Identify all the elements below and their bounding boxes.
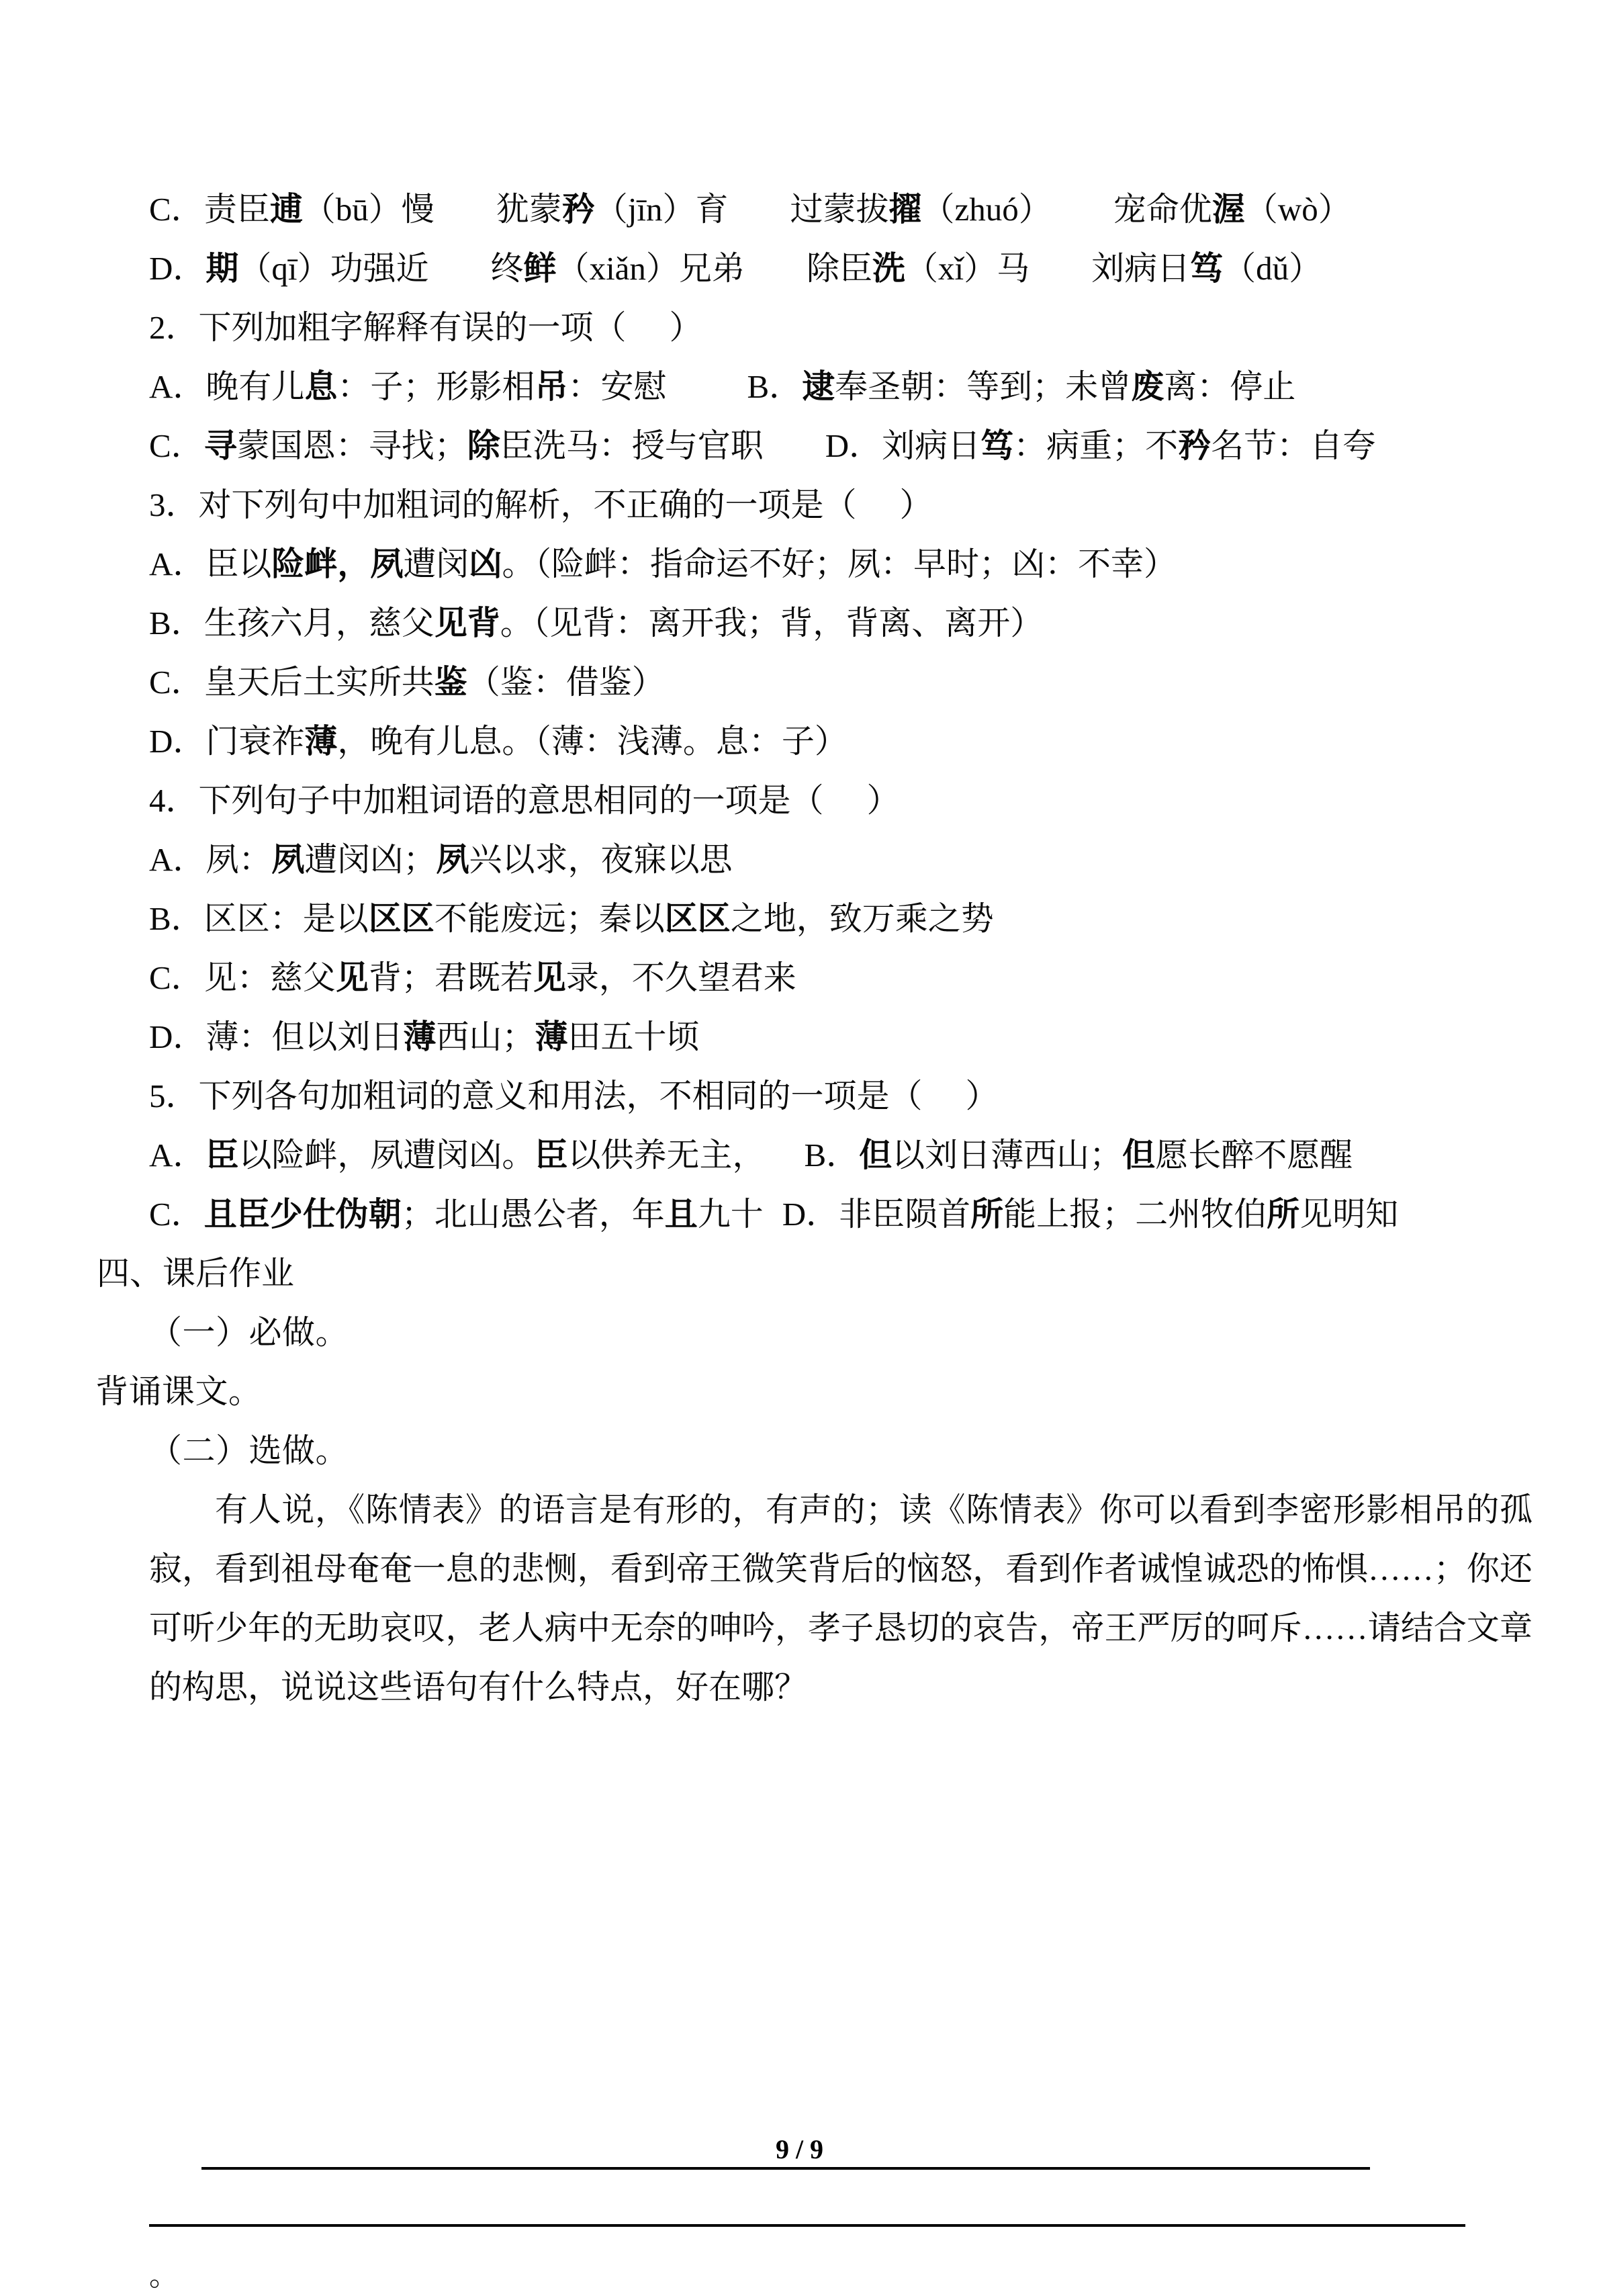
option-text: B． — [804, 1137, 860, 1174]
q3-opt-b — [149, 594, 1533, 653]
q4-opt-d — [149, 1008, 1533, 1067]
option-text: （wò） — [1244, 191, 1351, 228]
option-text: 宠命优 — [1113, 191, 1212, 228]
option-text: 。（见背：离开我；背，背离、离开） — [500, 605, 1044, 642]
option-text: 犹蒙 — [496, 191, 562, 228]
option-text: 遭闵 — [403, 545, 469, 582]
q3-opt-d-label: D． — [149, 723, 206, 760]
option-text: （zhuó） — [921, 191, 1052, 228]
q3-opt-a-label: A． — [149, 545, 206, 582]
emphasized-text: 逮 — [802, 368, 835, 405]
trailing-punctuation: 。 — [149, 2259, 179, 2292]
option-text: ） — [669, 309, 702, 346]
emphasized-text: 寻 — [203, 427, 237, 464]
option-text: （bū）慢 — [302, 191, 435, 228]
emphasized-text: 但 — [859, 1137, 893, 1174]
answer-line-top — [201, 2167, 1370, 2170]
option-text: 见明知 — [1299, 1196, 1399, 1233]
emphasized-text: 区区 — [368, 900, 435, 937]
emphasized-text: 但 — [1122, 1137, 1156, 1174]
q4-opt-a-label: A． — [149, 841, 206, 878]
q1-opt-c-label: C． — [149, 191, 204, 228]
emphasized-text: 薄 — [304, 723, 338, 760]
q2-opt-cd — [149, 416, 1533, 476]
q2-stem-label: 2． — [149, 309, 199, 346]
emphasized-text: 笃 — [980, 427, 1014, 464]
emphasized-text: 见 — [335, 959, 369, 996]
option-text: （dǔ） — [1223, 250, 1322, 287]
option-text: ） — [965, 1077, 999, 1114]
emphasized-text: 吊 — [535, 368, 568, 405]
q2-stem — [149, 298, 1533, 357]
emphasized-text: 逋 — [269, 191, 303, 228]
q5-opt-ab-label: A． — [149, 1137, 206, 1174]
option-text: 能上报；二州牧伯 — [1003, 1196, 1267, 1233]
emphasized-text: 臣 — [535, 1137, 568, 1174]
question-list — [149, 180, 1533, 1244]
emphasized-text: 废 — [1131, 368, 1164, 405]
option-text: 过蒙拔 — [790, 191, 889, 228]
q5-opt-cd — [149, 1185, 1533, 1244]
q4-opt-b — [149, 889, 1533, 948]
q4-opt-c-label: C． — [149, 959, 204, 996]
homework-part-one-label: （一）必做。 — [149, 1314, 349, 1351]
option-text: 夙： — [205, 841, 272, 878]
option-text: 离：停止 — [1164, 368, 1296, 405]
emphasized-text: 期 — [205, 250, 239, 287]
option-text: 晚有儿 — [205, 368, 305, 405]
emphasized-text: 笃 — [1190, 250, 1224, 287]
option-text: （鉴：借鉴） — [467, 664, 665, 701]
option-text: 下列各句加粗词的意义和用法，不相同的一项是（ — [198, 1077, 923, 1114]
option-text: 见：慈父 — [203, 959, 336, 996]
emphasized-text: 险衅，夙 — [271, 545, 404, 582]
option-text: 之地，致万乘之势 — [730, 900, 994, 937]
emphasized-text: 所 — [1267, 1196, 1300, 1233]
q1-opt-d — [149, 239, 1533, 298]
option-text: D．非臣陨首 — [782, 1196, 971, 1233]
option-text: ，晚有儿息。（薄：浅薄。息：子） — [337, 723, 848, 760]
homework-part-one-body: 背诵课文。 — [95, 1373, 262, 1410]
option-text: （qī）功强近 — [238, 250, 429, 287]
emphasized-text: 除 — [467, 427, 500, 464]
emphasized-text: 鉴 — [434, 664, 467, 701]
option-text: ：安慰 — [567, 368, 667, 405]
option-text: 薄：但以刘日 — [205, 1018, 404, 1055]
q2-opt-ab — [149, 357, 1533, 416]
page-number: 9 / 9 — [775, 2134, 824, 2164]
option-text: （xiǎn）兄弟 — [556, 250, 745, 287]
option-text: 遭闵凶； — [304, 841, 437, 878]
option-text: ：子；形影相 — [337, 368, 535, 405]
option-text: 奉圣朝：等到；未曾 — [835, 368, 1132, 405]
option-text: 兴以求，夜寐以思 — [469, 841, 733, 878]
option-text: 对下列句中加粗词的解析，不正确的一项是（ — [198, 486, 857, 523]
option-text: 愿长醉不愿醒 — [1155, 1137, 1353, 1174]
option-text: 臣以 — [205, 545, 272, 582]
option-text: B． — [747, 368, 803, 405]
option-text: 蒙国恩：寻找； — [236, 427, 467, 464]
q4-opt-b-label: B． — [149, 900, 204, 937]
q2-opt-ab-label: A． — [149, 368, 206, 405]
option-text: （xǐ）马 — [905, 250, 1030, 287]
option-text: ） — [899, 486, 933, 523]
emphasized-text: 且臣少仕伪朝 — [203, 1196, 402, 1233]
option-text: 臣洗马：授与官职 — [500, 427, 764, 464]
option-text: 以险衅，夙遭闵凶。 — [238, 1137, 535, 1174]
emphasized-text: 且 — [664, 1196, 698, 1233]
emphasized-text: 薄 — [403, 1018, 437, 1055]
homework-part-two-body: 有人说，《陈情表》的语言是有形的，有声的；读《陈情表》你可以看到李密形影相吊的孤寂，看到祖母奄奄一息的悲恻，看到帝王微笑背后的恼怒，看到作者诚惶诚恐的怖惧……；你还可听少年的无助哀叹，老人病中无奈的呻吟，孝子恳切的哀告，帝王严厉的呵斥……请结合文章的构思，说说这些语句有什么特点，好在哪？ — [149, 1491, 1533, 1706]
emphasized-text: 区区 — [664, 900, 731, 937]
emphasized-text: 见 — [533, 959, 566, 996]
option-text: 终 — [490, 250, 524, 287]
q4-stem-label: 4． — [149, 782, 199, 819]
option-text: 西山； — [436, 1018, 535, 1055]
q5-opt-ab — [149, 1126, 1533, 1185]
q4-opt-d-label: D． — [149, 1018, 206, 1055]
homework-part-two-label: （二）选做。 — [149, 1432, 349, 1469]
emphasized-text: 矜 — [561, 191, 595, 228]
option-text: 背；君既若 — [368, 959, 533, 996]
emphasized-text: 鲜 — [523, 250, 557, 287]
q3-opt-c-label: C． — [149, 664, 204, 701]
q3-opt-a — [149, 535, 1533, 594]
q4-stem — [149, 771, 1533, 830]
option-text: 九十 — [697, 1196, 764, 1233]
emphasized-text: 擢 — [888, 191, 922, 228]
q1-opt-c — [149, 180, 1533, 239]
option-text: D．刘病日 — [825, 427, 981, 464]
emphasized-text: 渥 — [1212, 191, 1245, 228]
emphasized-text: 夙 — [271, 841, 305, 878]
q4-opt-c — [149, 948, 1533, 1008]
option-text: 名节：自夸 — [1211, 427, 1376, 464]
q5-stem — [149, 1067, 1533, 1126]
q3-opt-d — [149, 712, 1533, 771]
option-text: 门衰祚 — [205, 723, 305, 760]
option-text: 刘病日 — [1091, 250, 1191, 287]
emphasized-text: 臣 — [205, 1137, 239, 1174]
option-text: （jīn）育 — [594, 191, 729, 228]
option-text: 生孩六月，慈父 — [203, 605, 435, 642]
option-text: 田五十顷 — [567, 1018, 700, 1055]
emphasized-text: 所 — [970, 1196, 1004, 1233]
q3-opt-b-label: B． — [149, 605, 204, 642]
emphasized-text: 见背 — [434, 605, 500, 642]
option-text: 皇天后土实所共 — [203, 664, 435, 701]
q3-opt-c — [149, 653, 1533, 712]
emphasized-text: 夙 — [436, 841, 469, 878]
option-text: 录，不久望君来 — [565, 959, 796, 996]
q3-stem — [149, 476, 1533, 535]
q5-stem-label: 5． — [149, 1077, 199, 1114]
q5-opt-cd-label: C． — [149, 1196, 204, 1233]
q1-opt-d-label: D． — [149, 250, 206, 287]
q4-opt-a — [149, 830, 1533, 889]
option-text: 以供养无主， — [567, 1137, 766, 1174]
emphasized-text: 凶 — [469, 545, 502, 582]
option-text: ：病重；不 — [1013, 427, 1179, 464]
option-text: ；北山愚公者，年 — [401, 1196, 665, 1233]
option-text: 下列句子中加粗词语的意思相同的一项是（ — [198, 782, 824, 819]
emphasized-text: 薄 — [535, 1018, 568, 1055]
emphasized-text: 洗 — [872, 250, 905, 287]
q3-stem-label: 3． — [149, 486, 199, 523]
emphasized-text: 息 — [304, 368, 338, 405]
q2-opt-cd-label: C． — [149, 427, 204, 464]
option-text: 区区：是以 — [203, 900, 369, 937]
answer-line-bottom — [149, 2224, 1465, 2227]
option-text: ） — [866, 782, 900, 819]
option-text: 下列加粗字解释有误的一项（ — [198, 309, 627, 346]
option-text: 责臣 — [203, 191, 270, 228]
emphasized-text: 矜 — [1178, 427, 1212, 464]
option-text: 以刘日薄西山； — [892, 1137, 1123, 1174]
option-text: 。（险衅：指命运不好；夙：早时；凶：不幸） — [502, 545, 1177, 582]
option-text: 除臣 — [806, 250, 872, 287]
option-text: 不能废远；秦以 — [434, 900, 665, 937]
section-heading: 四、课后作业 — [97, 1255, 295, 1292]
